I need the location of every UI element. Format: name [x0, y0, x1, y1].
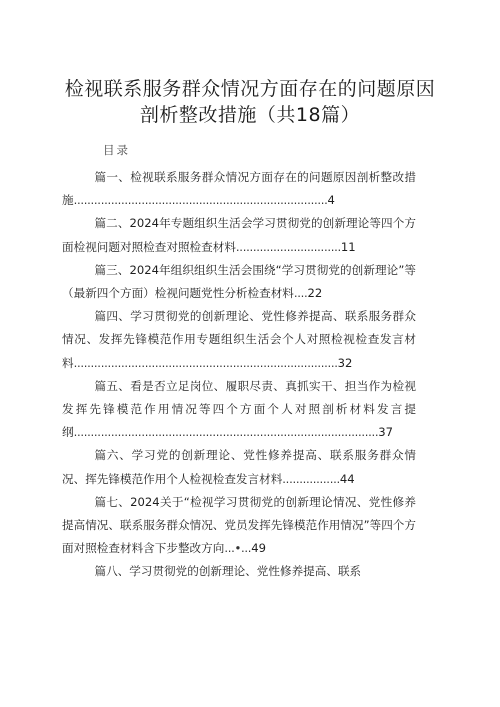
toc-entry-text: 篇一、检视联系服务群众情况方面存在的问题原因剖析整改措施 [62, 170, 416, 208]
toc-entry-5[interactable] [62, 375, 416, 445]
toc-leader-dots: ........................................................................... [73, 193, 328, 208]
toc-entry-text: 篇三、2024年组织组织生活会围绕“学习贯彻党的创新理论”等（最新四个方面）检视问题党性分析检查材料 [62, 262, 416, 301]
toc-leader-dots: ...•... [224, 541, 252, 556]
toc-entry-1[interactable] [62, 166, 416, 212]
toc-leader-dots: .............................................................................. [73, 355, 338, 370]
toc-entry-text: 篇四、学习贯彻党的创新理论、党性修养提高、联系服务群众情况、发挥先锋模范作用专题组织生活会个人对照检视检查发言材料 [62, 309, 416, 370]
toc-leader-dots: .... [293, 286, 308, 301]
toc-page-number: 44 [339, 471, 355, 486]
toc-leader-dots: ................. [282, 471, 340, 486]
document-title: 检视联系服务群众情况方面存在的问题原因剖析整改措施（共18篇） [64, 78, 436, 126]
toc-entry-text: 篇七、2024关于“检视学习贯彻党的创新理论情况、党性修养提高情况、联系服务群众情况、党员发挥先锋模范作用情况”等四个方面对照检查材料含下步整改方向 [62, 494, 416, 556]
toc-page-number: 37 [378, 425, 394, 440]
toc-page-number: 49 [251, 541, 266, 556]
table-of-contents [62, 166, 416, 584]
toc-entry-8[interactable] [62, 560, 416, 583]
toc-entry-text: 篇六、学习党的创新理论、党性修养提高、联系服务群众情况、挥先锋模范作用个人检视检查发言材料 [62, 448, 416, 486]
toc-entry-4[interactable] [62, 305, 416, 375]
toc-entry-6[interactable] [62, 444, 416, 490]
toc-leader-dots: ............................... [235, 239, 341, 254]
toc-entry-2[interactable] [62, 212, 416, 258]
toc-entry-text: 篇二、2024年专题组织生活会学习贯彻党的创新理论等四个方面检视问题对照检查对照检查材料 [62, 216, 416, 254]
toc-page-number: 32 [337, 355, 353, 370]
toc-entry-7[interactable] [62, 491, 416, 561]
toc-page-number: 4 [327, 193, 335, 208]
toc-page-number: 22 [307, 286, 323, 301]
toc-page-number: 11 [340, 239, 356, 254]
toc-heading: 目录 [103, 143, 130, 157]
toc-entry-3[interactable] [62, 259, 416, 305]
toc-entry-text: 篇八、学习贯彻党的创新理论、党性修养提高、联系 [94, 564, 362, 579]
toc-entry-text: 篇五、看是否立足岗位、履职尽责、真抓实干、担当作为检视发挥先锋模范作用情况等四个方面个人对照剖析材料发言提纲 [62, 378, 416, 440]
toc-leader-dots: .......................................................................................... [73, 425, 379, 440]
